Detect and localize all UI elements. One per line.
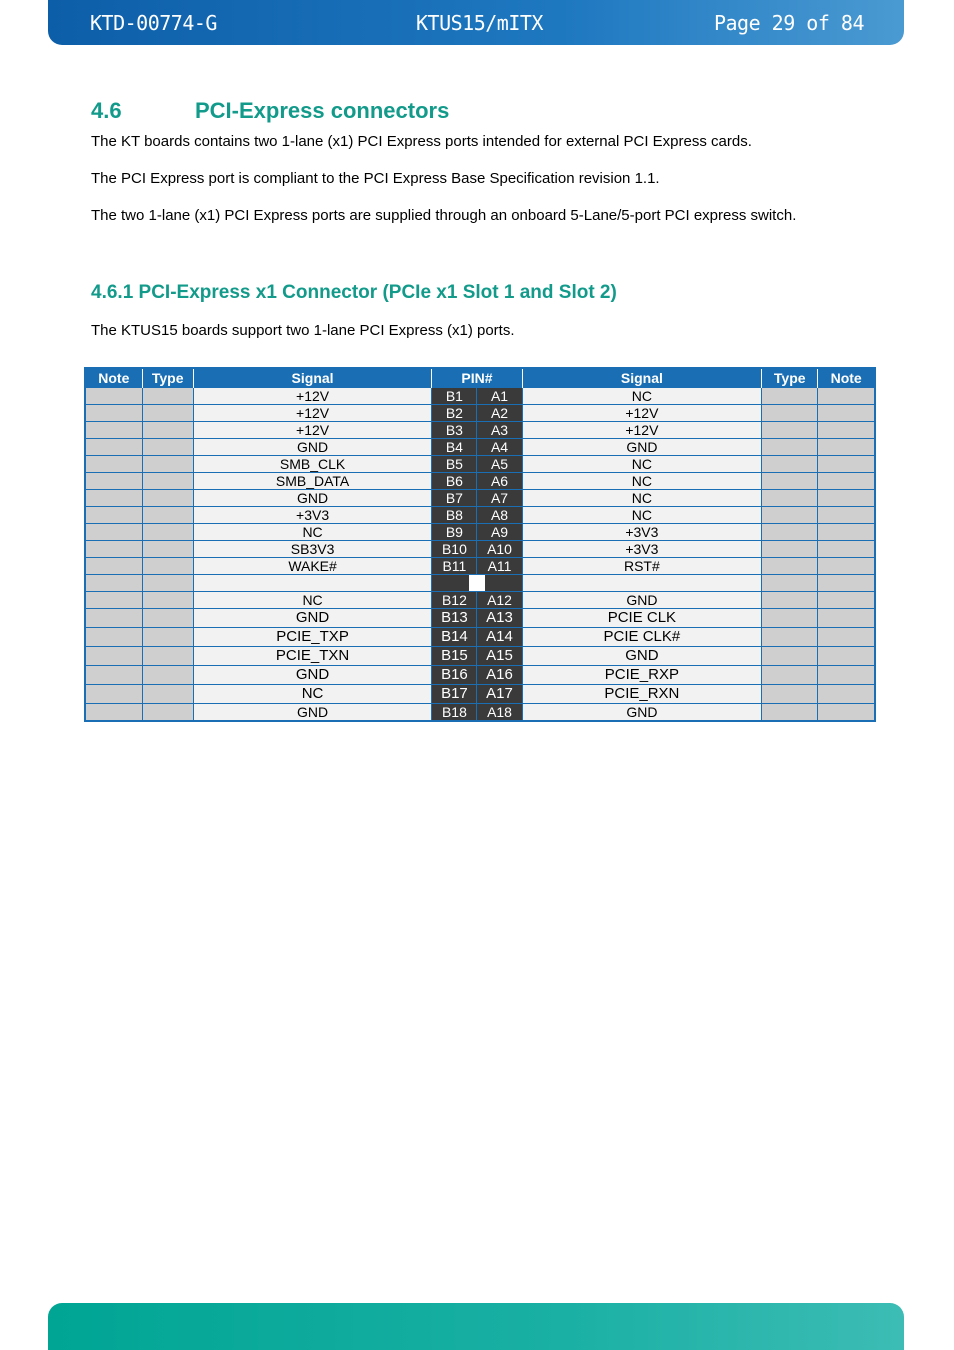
note-a-cell [818,609,875,628]
note-a-cell [818,422,875,439]
table-row-key [85,575,875,592]
signal-b-cell: NC [193,524,432,541]
table-row [85,456,875,473]
section-title: PCI-Express connectors [195,98,450,123]
table-row [85,647,875,666]
pin-b-cell: B17 [432,685,477,704]
type-b-cell [142,541,193,558]
pin-a-cell: A17 [477,685,522,704]
page-header [48,0,904,45]
type-b-cell [142,422,193,439]
signal-a-cell: GND [522,592,762,609]
pin-b-cell: B8 [432,507,477,524]
pin-b-cell: B14 [432,628,477,647]
pin-b-cell: B16 [432,666,477,685]
section-heading [91,98,449,124]
type-a-cell [762,609,818,628]
pin-a-cell: A3 [477,422,522,439]
pin-b-cell: B3 [432,422,477,439]
type-b-cell [142,473,193,490]
signal-b-cell: +12V [193,405,432,422]
signal-a-cell: NC [522,507,762,524]
page-footer [48,1303,904,1350]
note-b-cell [85,647,142,666]
note-b-cell [85,524,142,541]
col-signal-a: Signal [522,368,762,388]
signal-b-cell: GND [193,666,432,685]
connector-key-mark [469,575,485,591]
type-a-cell [762,685,818,704]
table-row [85,422,875,439]
type-a-cell [762,524,818,541]
type-b-cell [142,647,193,666]
pin-a-cell: A9 [477,524,522,541]
pin-a-cell: A10 [477,541,522,558]
product-name: KTUS15/mITX [416,11,543,35]
table-row [85,704,875,722]
note-b-cell [85,628,142,647]
type-b-cell [142,628,193,647]
pin-a-cell: A12 [477,592,522,609]
col-signal-b: Signal [193,368,432,388]
col-type-a: Type [762,368,818,388]
note-b-cell [85,575,142,592]
type-a-cell [762,490,818,507]
signal-b-cell: SMB_CLK [193,456,432,473]
type-a-cell [762,422,818,439]
pin-a-cell: A6 [477,473,522,490]
type-a-cell [762,439,818,456]
note-b-cell [85,541,142,558]
note-b-cell [85,666,142,685]
table-row [85,541,875,558]
pin-a-cell: A15 [477,647,522,666]
signal-b-cell [193,575,432,592]
pin-b-cell: B18 [432,704,477,722]
note-a-cell [818,405,875,422]
type-b-cell [142,388,193,405]
signal-a-cell: +12V [522,422,762,439]
signal-a-cell: PCIE_RXN [522,685,762,704]
signal-b-cell: WAKE# [193,558,432,575]
pin-b-cell: B2 [432,405,477,422]
type-b-cell [142,558,193,575]
type-a-cell [762,628,818,647]
signal-b-cell: NC [193,592,432,609]
note-a-cell [818,524,875,541]
signal-a-cell: +3V3 [522,541,762,558]
signal-a-cell: GND [522,704,762,722]
note-a-cell [818,490,875,507]
type-a-cell [762,473,818,490]
signal-b-cell: +12V [193,388,432,405]
type-a-cell [762,666,818,685]
subsection-heading: 4.6.1 PCI-Express x1 Connector (PCIe x1 Slot 1 and Slot 2) [91,282,617,303]
pin-a-cell: A18 [477,704,522,722]
type-b-cell [142,456,193,473]
type-b-cell [142,704,193,722]
note-a-cell [818,388,875,405]
signal-b-cell: GND [193,439,432,456]
type-b-cell [142,592,193,609]
pin-b-cell: B4 [432,439,477,456]
note-a-cell [818,456,875,473]
signal-a-cell: NC [522,473,762,490]
type-a-cell [762,647,818,666]
signal-a-cell: RST# [522,558,762,575]
note-a-cell [818,575,875,592]
type-b-cell [142,490,193,507]
signal-a-cell: PCIE_RXP [522,666,762,685]
pin-a-cell: A16 [477,666,522,685]
note-b-cell [85,558,142,575]
pin-b-cell: B10 [432,541,477,558]
signal-a-cell: PCIE CLK# [522,628,762,647]
signal-b-cell: GND [193,490,432,507]
type-b-cell [142,685,193,704]
table-row [85,439,875,456]
note-b-cell [85,473,142,490]
note-b-cell [85,405,142,422]
table-row [85,558,875,575]
note-b-cell [85,388,142,405]
pin-b-cell: B5 [432,456,477,473]
pin-b-cell: B7 [432,490,477,507]
note-b-cell [85,592,142,609]
type-a-cell [762,388,818,405]
table-row [85,405,875,422]
col-pin: PIN# [432,368,522,388]
signal-b-cell: SB3V3 [193,541,432,558]
note-a-cell [818,647,875,666]
pin-a-cell: A2 [477,405,522,422]
table-row [85,666,875,685]
note-b-cell [85,704,142,722]
paragraph-3: The two 1-lane (x1) PCI Express ports are supplied through an onboard 5-Lane/5-port PCI express switch. [91,207,797,224]
table-row [85,507,875,524]
pin-b-cell: B6 [432,473,477,490]
type-b-cell [142,609,193,628]
signal-b-cell: NC [193,685,432,704]
note-a-cell [818,541,875,558]
signal-b-cell: SMB_DATA [193,473,432,490]
note-a-cell [818,439,875,456]
table-header-row [85,368,875,388]
pin-b-cell: B15 [432,647,477,666]
pin-b-cell: B1 [432,388,477,405]
note-b-cell [85,456,142,473]
note-a-cell [818,507,875,524]
pin-a-cell: A8 [477,507,522,524]
pin-a-cell: A14 [477,628,522,647]
note-a-cell [818,628,875,647]
note-a-cell [818,558,875,575]
type-b-cell [142,524,193,541]
pin-b-cell: B12 [432,592,477,609]
note-b-cell [85,685,142,704]
table-row [85,628,875,647]
type-a-cell [762,704,818,722]
table-row [85,609,875,628]
document-id: KTD-00774-G [90,11,217,35]
col-note-a: Note [818,368,875,388]
signal-b-cell: PCIE_TXN [193,647,432,666]
type-b-cell [142,439,193,456]
col-type-b: Type [142,368,193,388]
type-a-cell [762,592,818,609]
signal-b-cell: GND [193,609,432,628]
subsection-paragraph: The KTUS15 boards support two 1-lane PCI Express (x1) ports. [91,322,515,339]
signal-b-cell: +12V [193,422,432,439]
pin-a-cell: A7 [477,490,522,507]
note-a-cell [818,704,875,722]
pin-b-cell [432,575,477,592]
note-b-cell [85,507,142,524]
table-row [85,490,875,507]
signal-a-cell: PCIE CLK [522,609,762,628]
type-b-cell [142,666,193,685]
type-a-cell [762,575,818,592]
note-a-cell [818,473,875,490]
paragraph-2: The PCI Express port is compliant to the PCI Express Base Specification revision 1.1. [91,170,660,187]
type-b-cell [142,575,193,592]
type-a-cell [762,558,818,575]
signal-a-cell: NC [522,456,762,473]
page-number: Page 29 of 84 [713,11,864,35]
pin-b-cell: B13 [432,609,477,628]
pin-b-cell: B9 [432,524,477,541]
note-a-cell [818,685,875,704]
pin-a-cell: A13 [477,609,522,628]
signal-a-cell: NC [522,388,762,405]
signal-a-cell: GND [522,439,762,456]
signal-a-cell: +12V [522,405,762,422]
pin-b-cell: B11 [432,558,477,575]
type-a-cell [762,541,818,558]
signal-a-cell: +3V3 [522,524,762,541]
pin-a-cell: A11 [477,558,522,575]
note-a-cell [818,666,875,685]
pinout-table [84,367,876,722]
col-note-b: Note [85,368,142,388]
table-row [85,524,875,541]
table-row [85,685,875,704]
signal-b-cell: PCIE_TXP [193,628,432,647]
note-b-cell [85,490,142,507]
table-row [85,473,875,490]
signal-a-cell: GND [522,647,762,666]
pin-a-cell: A4 [477,439,522,456]
pin-a-cell: A5 [477,456,522,473]
note-b-cell [85,422,142,439]
note-b-cell [85,439,142,456]
signal-a-cell [522,575,762,592]
type-a-cell [762,507,818,524]
signal-b-cell: GND [193,704,432,722]
table-row [85,388,875,405]
paragraph-1: The KT boards contains two 1-lane (x1) PCI Express ports intended for external PCI Express cards. [91,133,752,150]
type-b-cell [142,507,193,524]
type-a-cell [762,456,818,473]
table-row [85,592,875,609]
signal-b-cell: +3V3 [193,507,432,524]
type-b-cell [142,405,193,422]
note-b-cell [85,609,142,628]
pin-a-cell: A1 [477,388,522,405]
section-number: 4.6 [91,98,122,123]
type-a-cell [762,405,818,422]
note-a-cell [818,592,875,609]
signal-a-cell: NC [522,490,762,507]
